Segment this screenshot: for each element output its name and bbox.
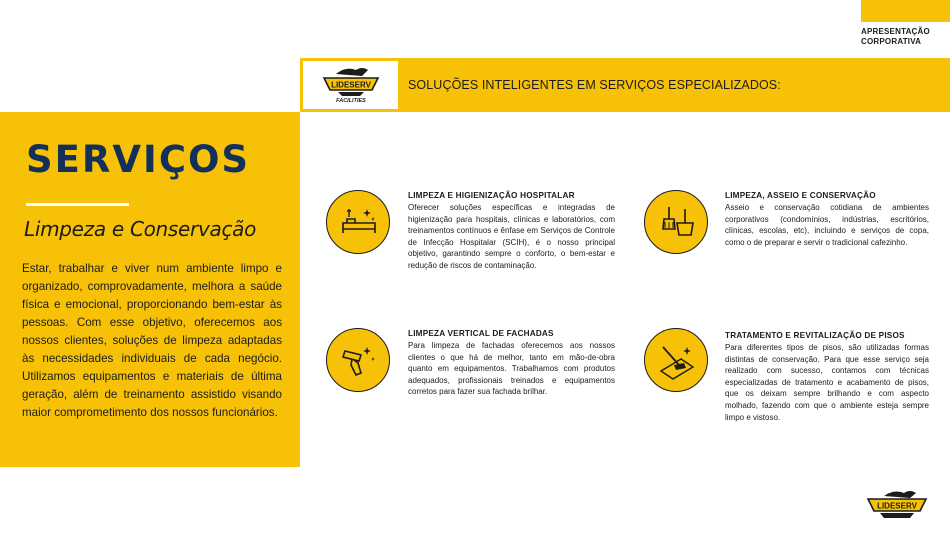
service-floors-text: Para diferentes tipos de pisos, são utilizadas formas distintas de conservação. Para que esse serviço seja realizado com sucesso, contamos com técnicas especializadas de tratamento e acabamento de pisos, que os deixam sempre brilhando e com aspecto molhado, fazendo com que o ambiente esteja sempre limpo e vistoso. xyxy=(725,343,929,422)
corner-tag-bar xyxy=(861,0,950,22)
service-conservation-title: LIMPEZA, ASSEIO E CONSERVAÇÃO xyxy=(725,191,876,200)
lideserv-logo xyxy=(316,64,386,104)
squeegee-icon xyxy=(326,328,390,392)
service-conservation-text: Asseio e conservação cotidiana de ambientes corporativos (condomínios, indústrias, escritórios, clínicas, escolas, etc), incluindo e serviços de copa, como o de preparar e servir o tradicional cafezinho. xyxy=(725,203,929,247)
footer-logo xyxy=(862,488,932,524)
service-hospital-title: LIMPEZA E HIGIENIZAÇÃO HOSPITALAR xyxy=(408,191,575,200)
corner-tag-line1: APRESENTAÇÃO xyxy=(861,27,930,36)
title-divider xyxy=(26,203,129,206)
banner-logo-text: LIDESERV xyxy=(331,80,371,90)
banner-tagline: SOLUÇÕES INTELIGENTES EM SERVIÇOS ESPECIALIZADOS: xyxy=(408,78,781,92)
service-floors-title: TRATAMENTO E REVITALIZAÇÃO DE PISOS xyxy=(725,331,905,340)
corner-tag-label xyxy=(861,27,930,47)
hospital-bed-icon xyxy=(326,190,390,254)
banner-logo-subtext: FACILITIES xyxy=(336,98,366,104)
page-subtitle: Limpeza e Conservação xyxy=(24,217,257,241)
service-facade-title: LIMPEZA VERTICAL DE FACHADAS xyxy=(408,329,554,338)
page-title: SERVIÇOS xyxy=(26,138,251,181)
corner-tag xyxy=(861,0,950,50)
corner-tag-line2: CORPORATIVA xyxy=(861,37,922,46)
service-hospital-text: Oferecer soluções específicas e integradas de higienização para hospitais, clínicas e laboratórios, com treinamentos contínuos e ênfase em Serviços de Controle de Infecção Hospitalar (SCIH), é o nosso principal objetivo, garantindo sempre o conforto, o bem-estar e redução de riscos de contaminação. xyxy=(408,203,615,270)
service-facade-text: Para limpeza de fachadas oferecemos aos nossos clientes o que há de melhor, tanto em mão-de-obra quanto em equipamentos. Trabalhamos com produtos adequados, profissionais treinados e equipamentos corretos para fazer sua fachada brilhar. xyxy=(408,341,615,397)
floor-mop-icon xyxy=(644,328,708,392)
footer-logo-text: LIDESERV xyxy=(877,501,917,511)
intro-paragraph: Estar, trabalhar e viver num ambiente limpo e organizado, comprovadamente, melhora a saúde física e emocional, proporcionando bem-estar às pessoas. Com esse objetivo, oferecemos aos nossos clientes, soluções de limpeza adaptadas às necessidades individuais de cada negócio. Utilizamos equipamentos e materiais de última geração, além de treinamento assistido visando maior comprometimento dos nossos funcionários. xyxy=(22,262,282,419)
broom-dustpan-icon xyxy=(644,190,708,254)
